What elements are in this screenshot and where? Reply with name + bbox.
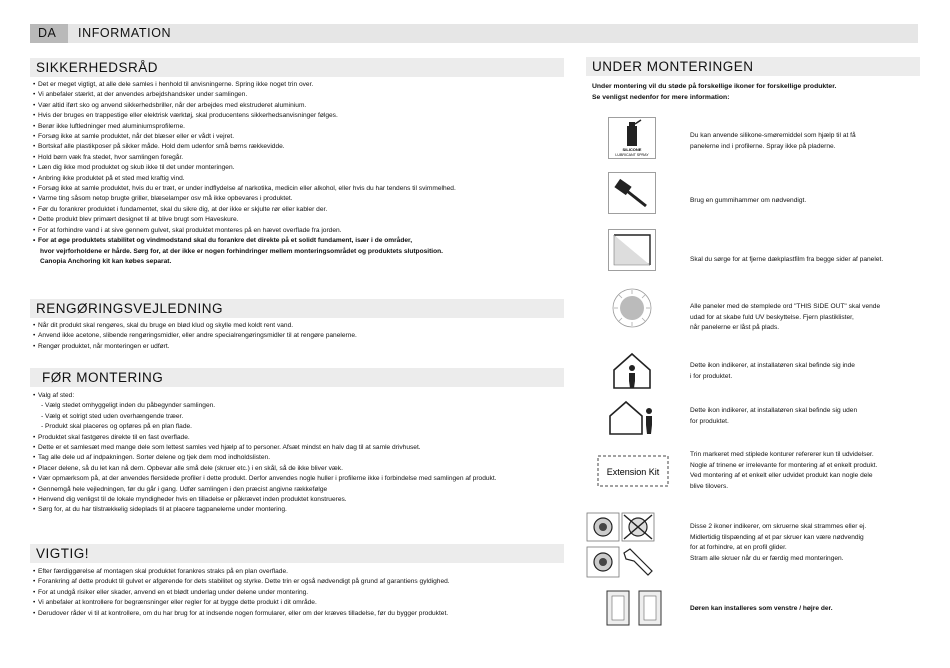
description-line: Nogle af trinene er irrelevante for montering af et enkelt produkt.	[690, 461, 878, 469]
section-title-important: VIGTIG!	[30, 544, 564, 563]
section-title-cleaning: RENGØRINGSVEJLEDNING	[30, 299, 564, 318]
bullet-item: - Vælg stedet omhyggeligt inden du påbegynder samlingen.	[41, 402, 216, 410]
bullet-item: • Efter færdiggørelse af montagen skal produktet forankres straks på en plan overflade.	[33, 567, 563, 577]
bullet-item: • For at øge produktets stabilitet og vindmodstand skal du forankre det direkte på et solidt fundament, især i de områder,	[33, 236, 563, 246]
description-line: Skal du sørge for at fjerne dækplastfilm fra begge sider af panelet.	[690, 256, 884, 263]
bullet-item: • For at forhindre vand i at sive gennem gulvet, skal produktet monteres på en hævet overflade fra jorden.	[33, 226, 563, 236]
icon-description	[690, 361, 920, 382]
icon-description	[690, 522, 920, 564]
extension-kit-label: Extension Kit	[606, 467, 660, 477]
bullet-item: • Valg af sted:	[33, 391, 563, 401]
bullet-item: • For at undgå risiker eller skader, anvend en et blødt underlag under delene under montering.	[33, 588, 563, 598]
bullet-item: - Vælg et solrigt sted uden overhængende træer.	[41, 412, 184, 420]
bullet-item: • Hold børn væk fra stedet, hvor samlingen foregår.	[33, 153, 563, 163]
description-line: Alle paneler med de stemplede ord "THIS SIDE OUT" skal vende	[690, 303, 881, 310]
intro-line: Se venligst nedenfor for mere information:	[592, 93, 730, 101]
silicone-spray-icon	[608, 117, 656, 159]
description-line: i for produktet.	[690, 372, 733, 380]
description-line: Ved montering af et enkelt eller udvidet produkt kan nogle dele	[690, 472, 873, 480]
sun-icon	[608, 287, 656, 329]
page-title: INFORMATION	[78, 26, 172, 40]
protective-film-icon	[608, 229, 656, 271]
icon-description	[690, 302, 920, 334]
section-title-before: FØR MONTERING	[30, 368, 564, 387]
bullet-item: • Produktet skal fastgøres direkte til en fast overflade.	[33, 433, 563, 443]
bullet-item: • Anbring ikke produktet på et sted med kraftig vind.	[33, 174, 563, 184]
bullet-item: • Det er meget vigtigt, at alle dele samles i henhold til anvisningerne. Spring ikke noget trin over.	[33, 80, 563, 90]
bullet-item: • Varme ting såsom netop brugte griller, blæselamper osv må ikke opbevares i produktet.	[33, 194, 563, 204]
section-title-during: UNDER MONTERINGEN	[586, 57, 920, 76]
bullet-item: • Vær opmærksom på, at der anvendes flersidede profiler i dette produkt. Derfor anvendes nogle huller i profilerne ikke i forbindelse med samlingen af produkt.	[33, 474, 563, 484]
bullet-item: - Produkt skal placeres og opføres på en plan flade.	[41, 423, 193, 431]
bullet-item: • Vær altid iført sko og anvend sikkerhedsbriller, når der arbejdes med ekstruderet aluminium.	[33, 101, 563, 111]
bullet-item: • Dette produkt blev primært designet til at blive brugt som Haveskure.	[33, 215, 563, 225]
bullet-item: • Forsøg ikke at samle produktet, når det blæser eller er vådt i vejret.	[33, 132, 563, 142]
description-line: Du kan anvende silikone-smøremiddel som hjælp til at få	[690, 132, 856, 139]
spray-label-1: SILICONE	[622, 147, 642, 152]
description-line: Trin markeret med stiplede konturer refererer kun til udvidelser.	[690, 451, 874, 458]
icon-description	[690, 406, 920, 427]
bullet-item: • Bortskaf alle plastikposer på sikker måde. Hold dem udenfor små børns rækkevidde.	[33, 142, 563, 152]
spray-label-2: LUBRICANT SPRAY	[615, 153, 649, 157]
description-line: blive tilovers.	[690, 482, 729, 490]
description-line: for at forhindre, at en profil glider.	[690, 544, 787, 552]
bullet-item: • Forankring af dette produkt til gulvet er afgørende for dets stabilitet og styrke. Dette trin er også nødvendigt på grund af garantiens gyldighed.	[33, 577, 563, 587]
bullet-item: • Vi anbefaler at kontrollere for begrænsninger eller regler for at bygge dette produkt i dit område.	[33, 598, 563, 608]
icon-description	[690, 196, 920, 207]
description-line: for produktet.	[690, 417, 729, 425]
bullet-item: • Vi anbefaler stærkt, at der anvendes arbejdshandsker under samlingen.	[33, 90, 563, 100]
description-line: Brug en gummihammer om nødvendigt.	[690, 197, 807, 204]
screw-tighten-icon	[586, 511, 658, 579]
bullet-item: • Derudover råder vi til at kontrollere, om du har brug for at indsende nogen formularer, eller om der kræves tilladelse, før du bygger produktet.	[33, 609, 563, 619]
bullet-item: Canopia Anchoring kit kan købes separat.	[40, 257, 172, 265]
description-line: Disse 2 ikoner indikerer, om skruerne skal strammes eller ej.	[690, 523, 867, 530]
description-line: panelerne ind i profilerne. Spray ikke på pladerne.	[690, 142, 836, 150]
language-code: DA	[30, 24, 68, 43]
important-list	[33, 567, 563, 619]
bullet-item: • Henvend dig venligst til de lokale myndigheder hvis en tilladelse er påkrævet inden produktet konstrueres.	[33, 495, 563, 505]
cleaning-list	[33, 321, 563, 352]
description-line: udad for at skabe fuld UV beskyttelse. Fjern plastiklister,	[690, 313, 854, 321]
intro-line: Under montering vil du støde på forskellige ikoner for forskellige produkter.	[592, 83, 837, 90]
icon-description	[690, 131, 920, 152]
during-intro	[592, 82, 912, 103]
bullet-item: • Berør ikke luftledninger med aluminiumsprofilerne.	[33, 122, 563, 132]
rubber-mallet-icon	[608, 172, 656, 214]
bullet-item: • Dette er et samlesæt med mange dele som lettest samles ved hjælp af to personer. Afsæt mindst en halv dag til at samle drivhuset.	[33, 443, 563, 453]
description-line: Døren kan installeres som venstre / højre der.	[690, 605, 833, 612]
description-line: Dette ikon indikerer, at installatøren skal befinde sig uden	[690, 407, 858, 414]
icon-description	[690, 604, 920, 615]
reversible-door-icon	[601, 588, 667, 630]
description-line: når panelerne er låst på plads.	[690, 324, 780, 332]
header-bar	[30, 24, 918, 43]
safety-list	[33, 80, 563, 267]
icon-description	[690, 255, 920, 266]
icon-description	[690, 450, 920, 492]
description-line: Stram alle skruer når du er færdig med monteringen.	[690, 554, 844, 562]
bullet-item: • Forsøg ikke at samle produktet, hvis du er træt, er under indflydelse af narkotika, medicin eller alkohol, eller hvis du har tendens til svimmelhed.	[33, 184, 563, 194]
bullet-item: • Når dit produkt skal rengøres, skal du bruge en blød klud og skylle med koldt rent vand.	[33, 321, 563, 331]
bullet-item: • Placer delene, så du let kan nå dem. Opbevar alle små dele (skruer etc.) i en skål, så de ikke bliver væk.	[33, 464, 563, 474]
bullet-item: • Tag alle dele ud af indpakningen. Sorter delene og tjek dem mod indholdslisten.	[33, 453, 563, 463]
bullet-item: • Hvis der bruges en trappestige eller elektrisk værktøj, skal producentens sikkerhedsanvisninger følges.	[33, 111, 563, 121]
bullet-item: • Sørg for, at du har tilstrækkelig sideplads til at placere tagpanelerne under montering.	[33, 505, 563, 515]
bullet-item: hvor vejrforholdene er hårde. Sørg for, at der ikke er nogen forhindringer mellem monteringsområdet og produktets slutposition.	[40, 247, 444, 255]
section-title-safety: SIKKERHEDSRÅD	[30, 58, 564, 77]
bullet-item: • Rengør produktet, når monteringen er udført.	[33, 342, 563, 352]
bullet-item: • Før du forankrer produktet i fundamentet, skal du sikre dig, at der ikke er skjulte rør eller kabler der.	[33, 205, 563, 215]
description-line: Midlertidig tilspænding af et par skruer kan være nødvendig	[690, 533, 864, 541]
bullet-item: • Læn dig ikke mod produktet og skub ikke til det under monteringen.	[33, 163, 563, 173]
installer-outside-icon	[608, 396, 656, 438]
before-list	[33, 391, 563, 516]
bullet-item: • Gennemgå hele vejledningen, før du går i gang. Udfør samlingen i den præcist angivne rækkefølge	[33, 485, 563, 495]
bullet-item: • Anvend ikke acetone, slibende rengøringsmidler, eller andre specialrengøringsmidler til at rengøre panelerne.	[33, 331, 563, 341]
installer-inside-icon	[608, 350, 656, 392]
extension-kit-icon	[597, 452, 669, 490]
description-line: Dette ikon indikerer, at installatøren skal befinde sig inde	[690, 362, 855, 369]
